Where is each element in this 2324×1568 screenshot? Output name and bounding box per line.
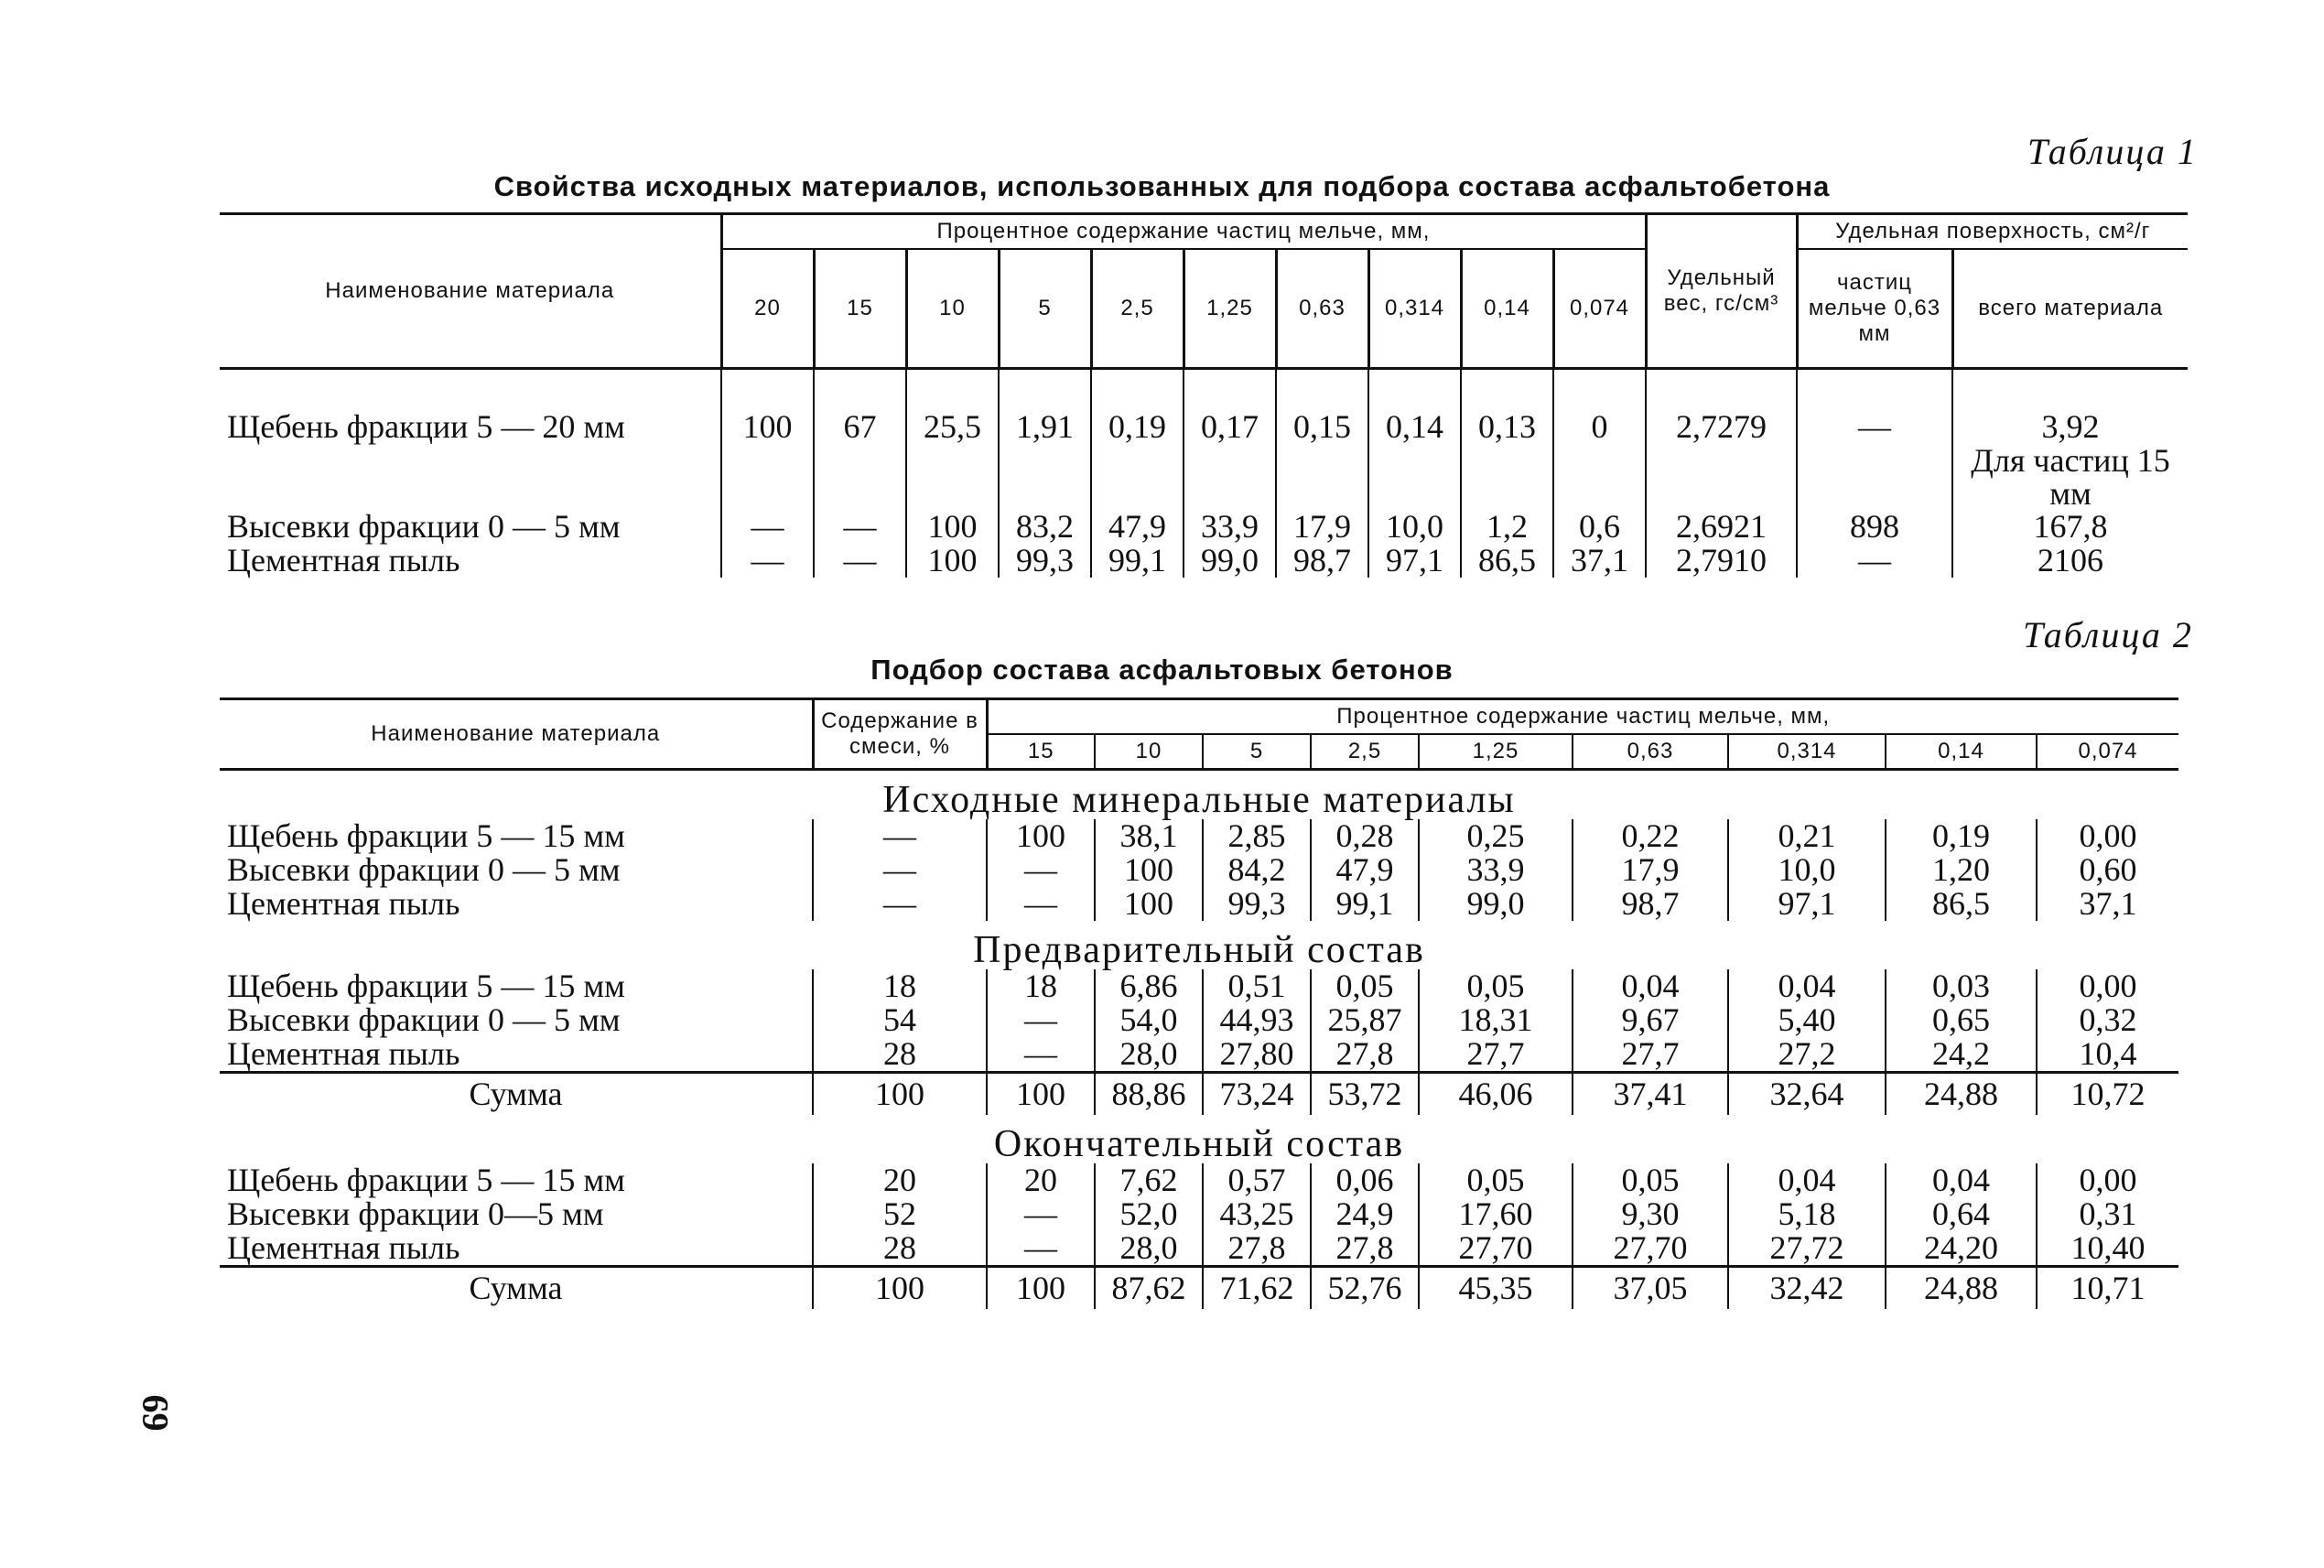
t1-cell: 37,1 <box>1553 544 1646 578</box>
t2-cell: 37,1 <box>2037 887 2178 921</box>
t2-cell: 27,70 <box>1419 1231 1573 1267</box>
t2-cell: 20 <box>987 1163 1095 1197</box>
t2-size: 0,314 <box>1728 734 1886 770</box>
t2-cell: 24,9 <box>1311 1197 1419 1231</box>
t2-cell: 100 <box>987 1267 1095 1310</box>
t2-cell: 10,4 <box>2037 1037 2178 1073</box>
t1-cell: 98,7 <box>1276 544 1368 578</box>
t2-cell: 0,00 <box>2037 819 2178 853</box>
t2-cell: 0,05 <box>1419 1163 1573 1197</box>
t1-cell: — <box>814 510 906 544</box>
t1-cell: — <box>721 544 814 578</box>
t2-cell: 37,05 <box>1573 1267 1728 1310</box>
page-number: 69 <box>135 1394 177 1432</box>
t2-content: 28 <box>813 1037 987 1073</box>
t2-cell: — <box>987 1037 1095 1073</box>
t2-cell: 100 <box>987 819 1095 853</box>
t2-cell: 27,7 <box>1573 1037 1728 1073</box>
t1-header-surface-total: всего материала <box>1952 249 2188 369</box>
t2-cell: 24,2 <box>1886 1037 2037 1073</box>
t1-cell: 99,0 <box>1184 544 1276 578</box>
t2-cell: 71,62 <box>1203 1267 1311 1310</box>
t1-cell: — <box>721 510 814 544</box>
t1-cell: 0,17 <box>1184 410 1276 510</box>
t2-cell: 27,72 <box>1728 1231 1886 1267</box>
t2-cell: 1,20 <box>1886 853 2037 887</box>
t2-content: 54 <box>813 1003 987 1037</box>
t1-header-density: Удельный вес, гс/см³ <box>1646 214 1797 369</box>
t2-content: — <box>813 853 987 887</box>
t2-cell: 0,04 <box>1728 969 1886 1003</box>
t2-cell: 10,71 <box>2037 1267 2178 1310</box>
t1-cell: 0,6 <box>1553 510 1646 544</box>
t2-cell: 9,67 <box>1573 1003 1728 1037</box>
t2-cell: 52,0 <box>1095 1197 1203 1231</box>
t2-cell: 0,22 <box>1573 819 1728 853</box>
t2-cell: 27,8 <box>1311 1231 1419 1267</box>
t2-cell: 18 <box>987 969 1095 1003</box>
t2-cell: 33,9 <box>1419 853 1573 887</box>
t1-row-name: Щебень фракции 5 — 20 мм <box>227 408 625 445</box>
t2-row <box>220 1037 2178 1073</box>
t2-cell: 5,40 <box>1728 1003 1886 1037</box>
t2-cell: 0,05 <box>1573 1163 1728 1197</box>
t2-cell: 47,9 <box>1311 853 1419 887</box>
t1-surface-fine: — <box>1797 544 1952 578</box>
t1-row <box>220 510 2188 544</box>
t1-density: 2,6921 <box>1646 510 1797 544</box>
t1-cell: 99,3 <box>999 544 1091 578</box>
t2-cell: 0,31 <box>2037 1197 2178 1231</box>
t2-cell: 45,35 <box>1419 1267 1573 1310</box>
t1-header-group: Процентное содержание частиц мельче, мм, <box>721 214 1646 250</box>
t2-cell: 100 <box>1095 853 1203 887</box>
t2-section-title: Окончательный состав <box>993 1123 1405 1165</box>
table1-title: Свойства исходных материалов, использованных для подбора состава асфальтобетона <box>493 170 1831 202</box>
t2-cell: 88,86 <box>1095 1073 1203 1116</box>
t2-row-name: Высевки фракции 0 — 5 мм <box>227 1001 621 1038</box>
t2-sum-row <box>220 1073 2178 1116</box>
t1-size: 15 <box>814 249 906 369</box>
t1-cell: 0 <box>1553 410 1646 510</box>
t2-row-name: Высевки фракции 0—5 мм <box>227 1195 604 1232</box>
t2-cell: 0,05 <box>1311 969 1419 1003</box>
t2-cell: 0,32 <box>2037 1003 2178 1037</box>
t1-header-name: Наименование материала <box>220 214 721 369</box>
t2-cell: 99,3 <box>1203 887 1311 921</box>
t2-sum-label: Сумма <box>220 1267 813 1310</box>
t2-cell: 28,0 <box>1095 1037 1203 1073</box>
t1-size: 0,63 <box>1276 249 1368 369</box>
t2-cell: 9,30 <box>1573 1197 1728 1231</box>
t2-cell: 0,64 <box>1886 1197 2037 1231</box>
t2-cell: 10,0 <box>1728 853 1886 887</box>
t1-cell: 25,5 <box>906 410 999 510</box>
t2-content: 18 <box>813 969 987 1003</box>
t1-size: 0,314 <box>1368 249 1461 369</box>
t1-cell: 0,19 <box>1091 410 1184 510</box>
t2-size: 5 <box>1203 734 1311 770</box>
t2-cell: 17,60 <box>1419 1197 1573 1231</box>
t2-cell: 0,57 <box>1203 1163 1311 1197</box>
t2-header-content: Содержание в смеси, % <box>813 699 987 770</box>
t2-cell: 2,85 <box>1203 819 1311 853</box>
t2-size: 15 <box>987 734 1095 770</box>
t2-cell: 24,88 <box>1886 1267 2037 1310</box>
t1-cell: 100 <box>906 544 999 578</box>
t2-size: 10 <box>1095 734 1203 770</box>
t2-cell: 6,86 <box>1095 969 1203 1003</box>
t2-cell: 46,06 <box>1419 1073 1573 1116</box>
t1-cell: 0,15 <box>1276 410 1368 510</box>
t2-cell: 24,20 <box>1886 1231 2037 1267</box>
t2-row <box>220 1231 2178 1267</box>
t1-surface-fine: 898 <box>1797 510 1952 544</box>
t2-cell: 43,25 <box>1203 1197 1311 1231</box>
t2-cell: 54,0 <box>1095 1003 1203 1037</box>
t1-cell: 100 <box>906 510 999 544</box>
t1-cell: 83,2 <box>999 510 1091 544</box>
t2-cell: 0,04 <box>1573 969 1728 1003</box>
t1-cell: 99,1 <box>1091 544 1184 578</box>
t2-content: — <box>813 819 987 853</box>
t2-cell: 27,80 <box>1203 1037 1311 1073</box>
t2-cell: 0,04 <box>1886 1163 2037 1197</box>
t2-content: 20 <box>813 1163 987 1197</box>
t2-cell: 0,04 <box>1728 1163 1886 1197</box>
t1-size: 5 <box>999 249 1091 369</box>
t2-cell: 17,9 <box>1573 853 1728 887</box>
t1-row <box>220 544 2188 578</box>
t2-cell: 0,05 <box>1419 969 1573 1003</box>
t2-cell: 27,8 <box>1203 1231 1311 1267</box>
t2-cell: 18,31 <box>1419 1003 1573 1037</box>
t1-surface-total-value: 3,92 <box>2041 408 2100 445</box>
t2-cell: 0,65 <box>1886 1003 2037 1037</box>
t1-surface-total <box>1952 410 2188 510</box>
t1-density: 2,7279 <box>1646 410 1797 510</box>
t1-size: 20 <box>721 249 814 369</box>
t1-cell: 100 <box>721 410 814 510</box>
t2-cell: 37,41 <box>1573 1073 1728 1116</box>
t2-cell: 27,7 <box>1419 1037 1573 1073</box>
t1-row <box>220 410 2188 510</box>
t1-header-surface-fine: частиц мельче 0,63 мм <box>1797 249 1952 369</box>
t1-cell: 10,0 <box>1368 510 1461 544</box>
t2-row-name: Щебень фракции 5 — 15 мм <box>227 817 625 854</box>
t2-cell: 10,40 <box>2037 1231 2178 1267</box>
t2-row <box>220 853 2178 887</box>
t2-content: 52 <box>813 1197 987 1231</box>
t2-cell: — <box>987 887 1095 921</box>
t1-surface-total: 167,8 <box>1952 510 2188 544</box>
table1-caption: Таблица 1 <box>2027 131 2198 172</box>
t2-cell: 99,0 <box>1419 887 1573 921</box>
t2-row <box>220 887 2178 921</box>
t2-cell: 24,88 <box>1886 1073 2037 1116</box>
t2-cell: 98,7 <box>1573 887 1728 921</box>
t1-cell: 1,2 <box>1461 510 1553 544</box>
t2-row-name: Цементная пыль <box>227 1229 460 1266</box>
t2-cell: 0,28 <box>1311 819 1419 853</box>
t1-cell: 33,9 <box>1184 510 1276 544</box>
t1-cell: 1,91 <box>999 410 1091 510</box>
t1-row-name: Цементная пыль <box>227 542 460 579</box>
t2-row <box>220 1163 2178 1197</box>
t2-cell: 99,1 <box>1311 887 1419 921</box>
t2-section-title: Предварительный состав <box>973 929 1425 971</box>
t2-cell: 10,72 <box>2037 1073 2178 1116</box>
t2-cell: 73,24 <box>1203 1073 1311 1116</box>
t1-row-name: Высевки фракции 0 — 5 мм <box>227 508 621 545</box>
t2-size: 0,14 <box>1886 734 2037 770</box>
t2-cell: — <box>987 1197 1095 1231</box>
t2-content: — <box>813 887 987 921</box>
t2-cell: 100 <box>987 1073 1095 1116</box>
t1-size: 0,14 <box>1461 249 1553 369</box>
t1-surface-total: 2106 <box>1952 544 2188 578</box>
t2-section-title: Исходные минеральные материалы <box>882 779 1516 821</box>
t2-cell: 38,1 <box>1095 819 1203 853</box>
t2-row <box>220 1197 2178 1231</box>
t2-cell: 28,0 <box>1095 1231 1203 1267</box>
t1-size: 2,5 <box>1091 249 1184 369</box>
t2-cell: 100 <box>1095 887 1203 921</box>
table2 <box>220 697 2178 1309</box>
t2-header-name: Наименование материала <box>220 699 813 770</box>
t1-header-surface: Удельная поверхность, см²/г <box>1797 214 2188 250</box>
t2-cell: 25,87 <box>1311 1003 1419 1037</box>
t2-cell: 0,03 <box>1886 969 2037 1003</box>
t2-content: 100 <box>813 1267 987 1310</box>
t2-sum-row <box>220 1267 2178 1310</box>
t2-size: 2,5 <box>1311 734 1419 770</box>
t2-cell: 0,19 <box>1886 819 2037 853</box>
t2-row-name: Цементная пыль <box>227 1035 460 1072</box>
t1-cell: 86,5 <box>1461 544 1553 578</box>
t2-row-name: Щебень фракции 5 — 15 мм <box>227 968 625 1004</box>
t2-row <box>220 969 2178 1003</box>
t2-cell: 7,62 <box>1095 1163 1203 1197</box>
t2-cell: 97,1 <box>1728 887 1886 921</box>
t2-cell: 32,64 <box>1728 1073 1886 1116</box>
t2-cell: 0,00 <box>2037 1163 2178 1197</box>
t2-cell: 84,2 <box>1203 853 1311 887</box>
t2-cell: 52,76 <box>1311 1267 1419 1310</box>
t1-size: 0,074 <box>1553 249 1646 369</box>
t2-cell: 44,93 <box>1203 1003 1311 1037</box>
t2-cell: 27,70 <box>1573 1231 1728 1267</box>
t2-size: 0,63 <box>1573 734 1728 770</box>
t2-row <box>220 1003 2178 1037</box>
t2-cell: 32,42 <box>1728 1267 1886 1310</box>
t2-cell: 0,00 <box>2037 969 2178 1003</box>
t1-cell: 47,9 <box>1091 510 1184 544</box>
t2-content: 28 <box>813 1231 987 1267</box>
t2-cell: 86,5 <box>1886 887 2037 921</box>
t2-content: 100 <box>813 1073 987 1116</box>
t2-row-name: Высевки фракции 0 — 5 мм <box>227 851 621 888</box>
t2-cell: 0,06 <box>1311 1163 1419 1197</box>
table2-caption: Таблица 2 <box>2023 614 2193 655</box>
t2-cell: 27,2 <box>1728 1037 1886 1073</box>
t2-cell: 5,18 <box>1728 1197 1886 1231</box>
t2-cell: 0,51 <box>1203 969 1311 1003</box>
t2-sum-label: Сумма <box>220 1073 813 1116</box>
t1-size: 10 <box>906 249 999 369</box>
t2-cell: — <box>987 853 1095 887</box>
t2-cell: 0,21 <box>1728 819 1886 853</box>
table1 <box>220 212 2188 578</box>
t2-cell: 53,72 <box>1311 1073 1419 1116</box>
t2-cell: — <box>987 1231 1095 1267</box>
t1-surface-fine: — <box>1797 410 1952 510</box>
t2-size: 1,25 <box>1419 734 1573 770</box>
t1-density: 2,7910 <box>1646 544 1797 578</box>
t1-cell: 0,13 <box>1461 410 1553 510</box>
t1-surface-note: Для частиц 15 мм <box>1971 442 2170 512</box>
t2-cell: 87,62 <box>1095 1267 1203 1310</box>
t2-header-group: Процентное содержание частиц мельче, мм, <box>987 699 2178 735</box>
t2-row-name: Цементная пыль <box>227 885 460 922</box>
t2-row <box>220 819 2178 853</box>
t1-cell: 17,9 <box>1276 510 1368 544</box>
t1-cell: — <box>814 544 906 578</box>
t2-cell: 0,25 <box>1419 819 1573 853</box>
t2-cell: — <box>987 1003 1095 1037</box>
table2-title: Подбор состава асфальтовых бетонов <box>870 654 1454 686</box>
t1-cell: 97,1 <box>1368 544 1461 578</box>
t1-size: 1,25 <box>1184 249 1276 369</box>
t2-row-name: Щебень фракции 5 — 15 мм <box>227 1162 625 1198</box>
t2-cell: 27,8 <box>1311 1037 1419 1073</box>
t2-cell: 0,60 <box>2037 853 2178 887</box>
t2-size: 0,074 <box>2037 734 2178 770</box>
t1-cell: 0,14 <box>1368 410 1461 510</box>
t1-cell: 67 <box>814 410 906 510</box>
